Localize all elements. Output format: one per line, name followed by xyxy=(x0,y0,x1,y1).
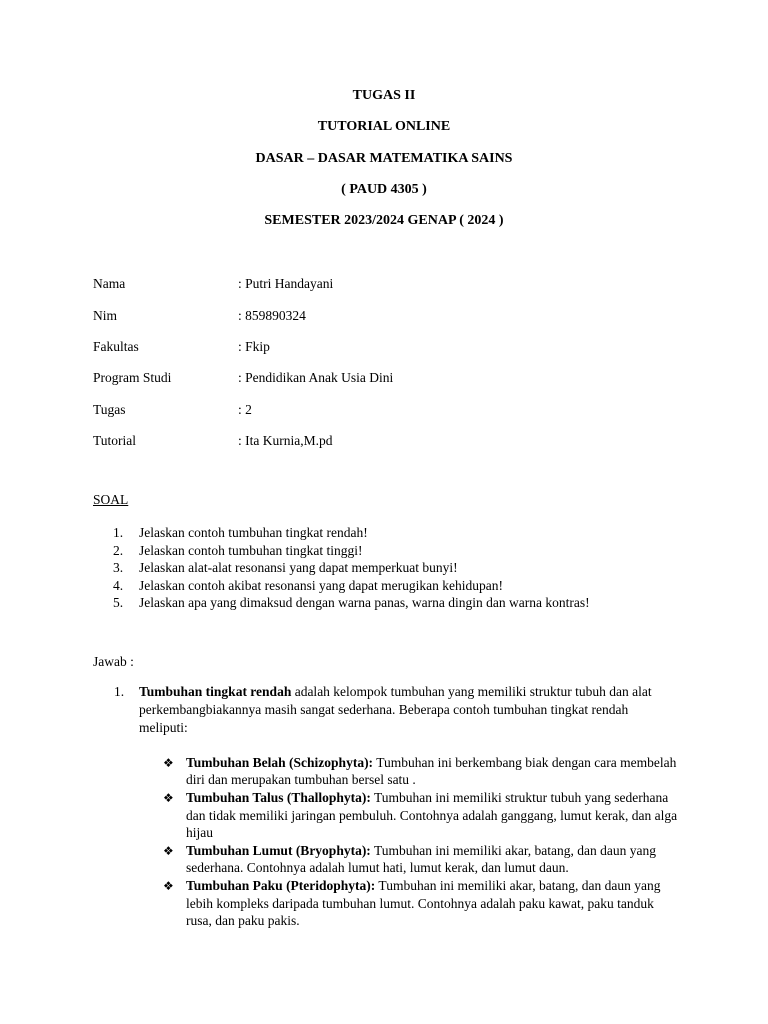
question-number: 2. xyxy=(113,542,124,558)
bullet-body: Tumbuhan ini memiliki akar, batang, dan daun yang sederhana. Contohnya adalah lumut hati, lumut kerak, dan lumut daun. xyxy=(186,843,656,876)
question-number: 5. xyxy=(113,595,124,610)
info-row-fakultas xyxy=(93,339,653,357)
info-label: Program Studi xyxy=(93,370,172,385)
bullet-text xyxy=(186,842,683,876)
bullet-text xyxy=(186,754,683,788)
doc-title: TUGAS II xyxy=(352,88,416,103)
info-row-program-studi xyxy=(93,370,653,388)
answer-bullet-list xyxy=(163,754,683,929)
question-item xyxy=(113,524,713,542)
bullet-term: Tumbuhan Lumut (Bryophyta): xyxy=(186,843,371,859)
bullet-body: Tumbuhan ini berkembang biak dengan cara membelah diri dan merupakan tumbuhan bersel satu . xyxy=(186,755,677,788)
question-number: 4. xyxy=(113,577,124,593)
answer-body: adalah kelompok tumbuhan yang memiliki struktur tubuh dan alat perkembangbiakannya masih sangat sederhana. Beberapa contoh tumbuhan tingkat rendah meliputi: xyxy=(139,684,652,735)
info-row-tutorial xyxy=(93,433,653,451)
bullet-text xyxy=(186,789,683,841)
info-row-nim xyxy=(93,308,653,326)
question-list xyxy=(113,524,713,612)
question-item xyxy=(113,542,713,560)
question-item xyxy=(113,594,713,612)
info-value: : Pendidikan Anak Usia Dini xyxy=(238,370,394,385)
info-row-nama xyxy=(93,276,653,294)
bullet-body: Tumbuhan ini memiliki struktur tubuh yang sederhana dan tidak memiliki jaringan pembuluh. Contohnya adalah ganggang, lumut kerak, dan alga hijau xyxy=(186,790,678,840)
doc-course-code: ( PAUD 4305 ) xyxy=(341,182,427,197)
jawab-label: Jawab : xyxy=(93,654,134,669)
bullet-item-thallophyta xyxy=(163,789,683,841)
doc-subtitle-tutorial: TUTORIAL ONLINE xyxy=(317,119,451,134)
diamond-bullet-icon: ❖ xyxy=(163,844,174,859)
info-label: Tugas xyxy=(93,402,126,417)
question-item xyxy=(113,577,713,595)
bullet-item-schizophyta xyxy=(163,754,683,788)
diamond-bullet-icon: ❖ xyxy=(163,791,174,806)
info-value: : Putri Handayani xyxy=(238,276,334,291)
bullet-item-bryophyta xyxy=(163,842,683,876)
info-value: : 2 xyxy=(238,402,252,417)
question-text: Jelaskan contoh tumbuhan tingkat rendah! xyxy=(139,525,368,540)
bullet-body: Tumbuhan ini memiliki akar, batang, dan daun yang lebih kompleks daripada tumbuhan lumut. Contohnya adalah paku kawat, paku tanduk rusa, dan paku pakis. xyxy=(186,878,661,928)
question-text: Jelaskan apa yang dimaksud dengan warna panas, warna dingin dan warna kontras! xyxy=(139,595,590,610)
info-value: : Ita Kurnia,M.pd xyxy=(238,433,333,448)
question-number: 3. xyxy=(113,560,124,575)
answer-number: 1. xyxy=(114,684,125,699)
answer-term: Tumbuhan tingkat rendah xyxy=(139,684,292,699)
bullet-term: Tumbuhan Belah (Schizophyta): xyxy=(186,755,374,770)
info-label: Fakultas xyxy=(93,339,139,354)
question-text: Jelaskan contoh tumbuhan tingkat tinggi! xyxy=(139,542,363,558)
answer-text xyxy=(139,683,669,737)
question-number: 1. xyxy=(113,525,124,540)
info-value: : Fkip xyxy=(238,339,270,354)
bullet-term: Tumbuhan Talus (Thallophyta): xyxy=(186,790,371,806)
question-text: Jelaskan contoh akibat resonansi yang dapat merugikan kehidupan! xyxy=(139,577,504,593)
doc-semester: SEMESTER 2023/2024 GENAP ( 2024 ) xyxy=(264,213,504,228)
bullet-item-pteridophyta xyxy=(163,877,683,929)
info-label: Nama xyxy=(93,276,126,291)
info-label: Tutorial xyxy=(93,433,137,448)
question-text: Jelaskan alat-alat resonansi yang dapat memperkuat bunyi! xyxy=(139,560,458,575)
info-label: Nim xyxy=(93,308,118,323)
doc-course-name: DASAR – DASAR MATEMATIKA SAINS xyxy=(255,151,513,166)
diamond-bullet-icon: ❖ xyxy=(163,756,174,770)
info-value: : 859890324 xyxy=(238,308,306,323)
info-row-tugas xyxy=(93,402,653,420)
diamond-bullet-icon: ❖ xyxy=(163,879,174,894)
soal-heading: SOAL xyxy=(93,492,129,507)
question-item xyxy=(113,559,713,577)
bullet-term: Tumbuhan Paku (Pteridophyta): xyxy=(186,878,376,894)
bullet-text xyxy=(186,877,683,929)
